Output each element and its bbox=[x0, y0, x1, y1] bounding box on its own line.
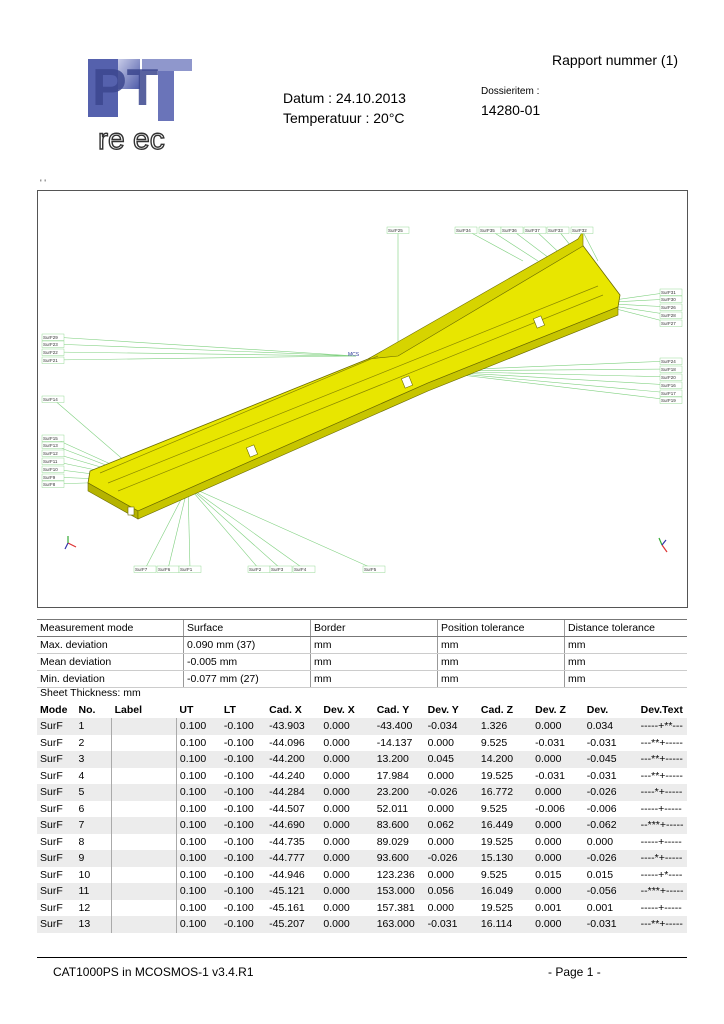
surface-label: SurF8 bbox=[43, 482, 56, 487]
measurement-cell: -0.100 bbox=[221, 883, 266, 900]
part-notch bbox=[128, 507, 134, 515]
measurement-cell: 0.100 bbox=[176, 916, 221, 933]
footer-page-number: - Page 1 - bbox=[548, 965, 601, 979]
measurement-row bbox=[37, 768, 687, 785]
measurement-cell: 0.001 bbox=[535, 901, 562, 914]
measurement-cell: 0.000 bbox=[532, 718, 584, 735]
measurement-cell: 0.000 bbox=[586, 835, 614, 848]
measurement-cell: 0.000 bbox=[323, 901, 350, 914]
measurement-cell: 0.000 bbox=[320, 751, 373, 768]
dossier-value: 14280-01 bbox=[481, 102, 541, 118]
measurement-header-cell: Cad. Z bbox=[480, 704, 514, 716]
measurement-cell: 0.000 bbox=[427, 901, 454, 914]
measurement-header-cell: Dev. Z bbox=[535, 704, 566, 716]
measurement-cell: SurF bbox=[40, 736, 63, 749]
surface-label: SurF20 bbox=[661, 375, 676, 380]
measurement-cell: 0.062 bbox=[425, 817, 478, 834]
surface-label: SurF2 bbox=[249, 567, 262, 572]
part-groove-1 bbox=[108, 286, 598, 483]
measurement-cell: 11 bbox=[76, 883, 112, 900]
date-temperature-block bbox=[283, 88, 406, 128]
measurement-cell: 0.100 bbox=[176, 834, 221, 851]
summary-cell: mm bbox=[311, 654, 438, 671]
measurement-cell: 19.525 bbox=[480, 901, 514, 914]
summary-header-row bbox=[37, 620, 687, 637]
summary-row bbox=[37, 654, 687, 671]
measurement-cell: --***+----- bbox=[638, 817, 687, 834]
measurement-cell: 14.200 bbox=[478, 751, 532, 768]
surface-label: SurF17 bbox=[661, 391, 676, 396]
summary-header: Position tolerance bbox=[438, 620, 565, 637]
measurement-cell bbox=[112, 718, 177, 735]
measurement-cell: 0.000 bbox=[320, 784, 373, 801]
measurement-header-cell: Label bbox=[114, 704, 143, 716]
measurement-cell: 0.000 bbox=[320, 817, 373, 834]
measurement-cell: 9.525 bbox=[480, 802, 508, 815]
measurement-cell: -0.100 bbox=[223, 868, 254, 881]
measurement-cell: 0.034 bbox=[584, 718, 638, 735]
measurement-row bbox=[37, 784, 687, 801]
summary-row bbox=[37, 637, 687, 654]
summary-cell: mm bbox=[565, 671, 688, 688]
summary-cell: mm bbox=[311, 671, 438, 688]
measurement-cell: 19.525 bbox=[480, 769, 514, 782]
measurement-cell: SurF bbox=[37, 718, 76, 735]
summary-header: Measurement mode bbox=[37, 620, 184, 637]
measurement-cell: 1.326 bbox=[478, 718, 532, 735]
measurement-cell: -----+----- bbox=[640, 802, 682, 815]
summary-cell: Min. deviation bbox=[37, 671, 184, 688]
measurement-cell: 15.130 bbox=[478, 850, 532, 867]
surface-label: SurF23 bbox=[43, 342, 58, 347]
measurement-cell: -0.026 bbox=[425, 850, 478, 867]
surface-label: SurF25 bbox=[388, 228, 403, 233]
measurement-header-cell: Cad. Y bbox=[376, 704, 410, 716]
measurement-cell: 0.001 bbox=[586, 901, 614, 914]
summary-cell: mm bbox=[438, 654, 565, 671]
measurement-cell: 12 bbox=[78, 901, 91, 914]
measurement-cell: 0.100 bbox=[176, 900, 221, 917]
measurement-header-cell: UT bbox=[179, 704, 194, 716]
measurement-cell: -0.026 bbox=[425, 784, 478, 801]
measurement-cell: 0.000 bbox=[532, 751, 584, 768]
measurement-cell: -44.690 bbox=[266, 817, 320, 834]
surface-label: SurF32 bbox=[572, 228, 587, 233]
measurement-cell: 0.045 bbox=[425, 751, 478, 768]
measurement-cell bbox=[112, 916, 177, 933]
measurement-cell: 4 bbox=[78, 769, 85, 782]
summary-row bbox=[37, 671, 687, 688]
dossier-label: Dossieritem : bbox=[481, 86, 540, 97]
measurement-cell: -44.946 bbox=[269, 868, 305, 881]
measurement-cell: 0.000 bbox=[532, 916, 584, 933]
surface-label: SurF12 bbox=[43, 451, 58, 456]
measurement-cell: SurF bbox=[37, 751, 76, 768]
measurement-cell: 52.011 bbox=[376, 802, 409, 815]
measurement-header-cell: Dev.Text bbox=[640, 704, 683, 716]
measurement-header-cell: Mode bbox=[40, 704, 68, 716]
measurement-cell bbox=[112, 834, 177, 851]
surface-label: SurF30 bbox=[661, 297, 676, 302]
measurement-cell: SurF bbox=[37, 817, 76, 834]
measurement-cell: 0.000 bbox=[323, 769, 350, 782]
measurement-cell: -0.026 bbox=[584, 784, 638, 801]
measurement-cell: -44.777 bbox=[266, 850, 320, 867]
measurement-header-cell: LT bbox=[223, 704, 236, 716]
measurement-cell: -44.507 bbox=[269, 802, 305, 815]
surface-label: SurF24 bbox=[661, 359, 676, 364]
measurement-cell: -0.031 bbox=[535, 769, 565, 782]
measurement-cell: 8 bbox=[78, 835, 85, 848]
surface-label: SurF33 bbox=[548, 228, 563, 233]
report-date: Datum : 24.10.2013 bbox=[283, 90, 406, 106]
measurement-cell: 0.000 bbox=[320, 850, 373, 867]
measurement-cell: 157.381 bbox=[376, 901, 415, 914]
summary-header: Distance tolerance bbox=[565, 620, 688, 637]
measurement-row bbox=[37, 850, 687, 867]
measurement-cell: 9 bbox=[76, 850, 112, 867]
surface-label: SurF9 bbox=[43, 475, 56, 480]
summary-header: Border bbox=[311, 620, 438, 637]
footer-divider bbox=[37, 957, 687, 958]
measurement-header-cell: Dev. Y bbox=[427, 704, 459, 716]
leader-line bbox=[188, 486, 259, 569]
summary-cell: mm bbox=[311, 637, 438, 654]
measurement-cell bbox=[112, 850, 177, 867]
surface-label: SurF11 bbox=[43, 459, 58, 464]
surface-label: SurF18 bbox=[661, 367, 676, 372]
measurement-cell: ---**+----- bbox=[640, 736, 683, 749]
measurement-cell: -----+*---- bbox=[640, 868, 683, 881]
measurement-cell: ---**+----- bbox=[638, 916, 687, 933]
surface-label: SurF21 bbox=[43, 358, 58, 363]
surface-label: SurF34 bbox=[456, 228, 471, 233]
measurement-cell: -0.062 bbox=[584, 817, 638, 834]
measurement-cell: ----*+----- bbox=[638, 850, 687, 867]
measurement-cell: 0.056 bbox=[425, 883, 478, 900]
measurement-cell: 0.100 bbox=[176, 784, 221, 801]
measurement-cell: 9.525 bbox=[480, 868, 508, 881]
measurement-cell: 5 bbox=[76, 784, 112, 801]
surface-label: SurF22 bbox=[43, 350, 58, 355]
measurement-cell: 0.100 bbox=[176, 768, 221, 785]
measurement-cell: ----*+----- bbox=[638, 784, 687, 801]
measurement-header-cell: Dev. X bbox=[323, 704, 355, 716]
measurement-cell: 13 bbox=[76, 916, 112, 933]
measurement-cell: -0.006 bbox=[586, 802, 617, 815]
measurement-cell: 0.015 bbox=[586, 868, 614, 881]
measurement-row bbox=[37, 867, 687, 884]
surface-label: SurF16 bbox=[661, 383, 676, 388]
measurement-cell: -44.200 bbox=[266, 751, 320, 768]
measurement-cell: -0.100 bbox=[223, 901, 254, 914]
footer-software: CAT1000PS in MCOSMOS-1 v3.4.R1 bbox=[53, 965, 254, 979]
measurement-cell: -0.031 bbox=[586, 736, 617, 749]
cad-drawing-svg bbox=[38, 191, 687, 607]
surface-label: SurF3 bbox=[271, 567, 284, 572]
part-body bbox=[88, 239, 620, 511]
measurement-cell: -0.100 bbox=[223, 802, 254, 815]
measurement-cell: 0.000 bbox=[323, 835, 350, 848]
leader-line bbox=[53, 337, 356, 356]
mcs-label: MCS bbox=[348, 352, 360, 358]
measurement-cell: SurF bbox=[40, 835, 63, 848]
measurement-cell: -0.031 bbox=[586, 769, 617, 782]
measurement-cell: -0.031 bbox=[425, 916, 478, 933]
measurement-cell: -44.096 bbox=[269, 736, 305, 749]
measurement-cell: 0.100 bbox=[176, 867, 221, 884]
axis-triad-left bbox=[65, 536, 76, 549]
measurement-cell: 9.525 bbox=[480, 736, 508, 749]
measurement-cell: 0.000 bbox=[427, 736, 454, 749]
measurement-cell: 0.000 bbox=[532, 784, 584, 801]
measurement-row bbox=[37, 883, 687, 900]
measurement-cell: -0.031 bbox=[535, 736, 565, 749]
measurement-cell: 0.100 bbox=[176, 751, 221, 768]
measurement-cell: -0.056 bbox=[584, 883, 638, 900]
measurement-cell: 89.029 bbox=[376, 835, 409, 848]
measurement-cell: 93.600 bbox=[374, 850, 425, 867]
measurement-cell: -0.100 bbox=[221, 784, 266, 801]
measurement-cell: 16.772 bbox=[478, 784, 532, 801]
measurement-cell bbox=[112, 900, 177, 917]
measurement-cell: 0.100 bbox=[176, 718, 221, 735]
measurement-header-cell: No. bbox=[78, 704, 96, 716]
measurement-cell: 0.000 bbox=[427, 835, 454, 848]
surface-label: SurF7 bbox=[135, 567, 148, 572]
measurement-cell: -0.045 bbox=[584, 751, 638, 768]
measurement-cell: ---**+----- bbox=[638, 751, 687, 768]
measurement-cell: 16.049 bbox=[478, 883, 532, 900]
measurement-cell: -0.100 bbox=[221, 817, 266, 834]
measurement-row bbox=[37, 751, 687, 768]
measurement-cell: 3 bbox=[76, 751, 112, 768]
part-groove-2 bbox=[118, 295, 603, 491]
part-side bbox=[138, 307, 618, 519]
measurement-cell: 0.000 bbox=[427, 868, 454, 881]
surface-label: SurF10 bbox=[43, 467, 58, 472]
surface-label: SurF28 bbox=[661, 313, 676, 318]
measurement-cell bbox=[112, 784, 177, 801]
measurement-cell: -----+----- bbox=[640, 901, 682, 914]
measurement-cell: -0.100 bbox=[223, 736, 254, 749]
measurement-cell: -0.026 bbox=[584, 850, 638, 867]
leader-line bbox=[188, 486, 304, 569]
measurement-cell: 0.100 bbox=[176, 817, 221, 834]
measurement-cell: 23.200 bbox=[374, 784, 425, 801]
measurement-cell: -0.006 bbox=[535, 802, 565, 815]
measurement-header-cell: Cad. X bbox=[269, 704, 302, 716]
measurement-cell: 0.000 bbox=[532, 850, 584, 867]
summary-cell: mm bbox=[438, 671, 565, 688]
measurement-cell bbox=[112, 768, 177, 785]
summary-cell: Mean deviation bbox=[37, 654, 184, 671]
measurement-cell bbox=[112, 751, 177, 768]
surface-label: SurF15 bbox=[43, 436, 58, 441]
sheet-thickness: Sheet Thickness: mm bbox=[40, 687, 141, 699]
measurement-cell: 6 bbox=[78, 802, 85, 815]
measurement-cell: 16.449 bbox=[478, 817, 532, 834]
summary-cell: -0.005 mm bbox=[184, 654, 311, 671]
measurement-table bbox=[37, 702, 687, 933]
measurement-cell bbox=[112, 883, 177, 900]
measurement-cell: -0.100 bbox=[223, 835, 254, 848]
measurement-cell: 0.000 bbox=[320, 718, 373, 735]
summary-cell: 0.090 mm (37) bbox=[184, 637, 311, 654]
measurement-cell: 83.600 bbox=[374, 817, 425, 834]
measurement-cell: -45.161 bbox=[269, 901, 305, 914]
measurement-cell: SurF bbox=[37, 850, 76, 867]
cad-drawing bbox=[37, 190, 688, 608]
summary-header: Surface bbox=[184, 620, 311, 637]
measurement-cell: SurF bbox=[40, 868, 63, 881]
leader-line bbox=[188, 486, 374, 569]
measurement-cell: SurF bbox=[37, 916, 76, 933]
measurement-cell: -44.735 bbox=[269, 835, 305, 848]
measurement-cell: -45.121 bbox=[266, 883, 320, 900]
leader-line bbox=[188, 486, 281, 569]
summary-cell: mm bbox=[565, 637, 688, 654]
measurement-cell: -0.100 bbox=[223, 769, 254, 782]
report-temperature: Temperatuur : 20°C bbox=[283, 110, 405, 126]
measurement-cell: -14.137 bbox=[376, 736, 413, 749]
measurement-cell: 0.000 bbox=[427, 802, 454, 815]
summary-cell: mm bbox=[438, 637, 565, 654]
measurement-cell: -0.100 bbox=[221, 718, 266, 735]
small-mark: ' ' bbox=[40, 178, 46, 188]
measurement-cell: SurF bbox=[40, 901, 63, 914]
surface-label: SurF29 bbox=[43, 335, 58, 340]
measurement-row bbox=[37, 916, 687, 933]
measurement-cell: 10 bbox=[78, 868, 91, 881]
surface-label: SurF13 bbox=[43, 443, 58, 448]
measurement-cell: SurF bbox=[40, 769, 63, 782]
measurement-cell: SurF bbox=[40, 802, 63, 815]
measurement-cell: -43.400 bbox=[374, 718, 425, 735]
measurement-header-cell: Dev. bbox=[586, 704, 609, 716]
logo-text-top: PT bbox=[92, 59, 159, 117]
measurement-cell: -44.240 bbox=[269, 769, 305, 782]
surface-label: SurF35 bbox=[480, 228, 495, 233]
measurement-row bbox=[37, 735, 687, 752]
measurement-cell: -44.284 bbox=[266, 784, 320, 801]
measurement-cell: 0.100 bbox=[176, 801, 221, 818]
measurement-cell: 2 bbox=[78, 736, 85, 749]
measurement-cell: 0.015 bbox=[535, 868, 562, 881]
measurement-cell: -0.100 bbox=[221, 850, 266, 867]
surface-label: SurF5 bbox=[364, 567, 377, 572]
measurement-cell: -0.100 bbox=[221, 751, 266, 768]
measurement-cell: 1 bbox=[76, 718, 112, 735]
measurement-cell bbox=[112, 817, 177, 834]
surface-label: SurF31 bbox=[661, 290, 676, 295]
surface-label: SurF19 bbox=[661, 398, 676, 403]
measurement-row bbox=[37, 801, 687, 818]
measurement-cell: ---**+----- bbox=[640, 769, 683, 782]
measurement-cell: 0.000 bbox=[323, 736, 350, 749]
leader-line bbox=[188, 486, 190, 569]
measurement-cell: 0.100 bbox=[176, 850, 221, 867]
measurement-cell: 0.100 bbox=[176, 735, 221, 752]
measurement-row bbox=[37, 817, 687, 834]
measurement-cell: 16.114 bbox=[478, 916, 532, 933]
summary-cell: mm bbox=[565, 654, 688, 671]
surface-label: SurF36 bbox=[502, 228, 517, 233]
measurement-cell: 7 bbox=[76, 817, 112, 834]
measurement-cell: 0.000 bbox=[323, 802, 350, 815]
measurement-cell: -0.031 bbox=[584, 916, 638, 933]
surface-label: SurF4 bbox=[294, 567, 307, 572]
measurement-cell: 0.000 bbox=[532, 817, 584, 834]
measurement-cell bbox=[112, 867, 177, 884]
measurement-cell: -45.207 bbox=[266, 916, 320, 933]
measurement-row bbox=[37, 718, 687, 735]
company-logo bbox=[86, 55, 204, 155]
measurement-cell: -0.034 bbox=[425, 718, 478, 735]
measurement-cell: -43.903 bbox=[266, 718, 320, 735]
measurement-cell: 0.000 bbox=[535, 835, 562, 848]
surface-label: SurF27 bbox=[661, 321, 676, 326]
measurement-cell: 13.200 bbox=[374, 751, 425, 768]
summary-cell: -0.077 mm (27) bbox=[184, 671, 311, 688]
measurement-cell: 153.000 bbox=[374, 883, 425, 900]
surface-label: SurF1 bbox=[180, 567, 193, 572]
leader-line bbox=[53, 356, 356, 360]
summary-cell: Max. deviation bbox=[37, 637, 184, 654]
measurement-cell: -----+**--- bbox=[638, 718, 687, 735]
measurement-cell: 0.000 bbox=[323, 868, 350, 881]
measurement-cell bbox=[112, 735, 177, 752]
measurement-cell: 0.000 bbox=[320, 916, 373, 933]
measurement-cell: 17.984 bbox=[376, 769, 409, 782]
axis-triad-right bbox=[659, 538, 667, 552]
leader-line bbox=[512, 230, 553, 261]
measurement-cell: -0.100 bbox=[221, 916, 266, 933]
surface-label: SurF14 bbox=[43, 397, 58, 402]
measurement-header-row bbox=[37, 702, 687, 718]
measurement-cell: 0.000 bbox=[427, 769, 454, 782]
measurement-cell: SurF bbox=[37, 883, 76, 900]
measurement-row bbox=[37, 900, 687, 917]
measurement-cell bbox=[112, 801, 177, 818]
surface-label: SurF26 bbox=[661, 305, 676, 310]
measurement-row bbox=[37, 834, 687, 851]
measurement-cell: 123.236 bbox=[376, 868, 415, 881]
measurement-cell: 0.100 bbox=[176, 883, 221, 900]
summary-table bbox=[37, 619, 687, 688]
surface-label: SurF6 bbox=[158, 567, 171, 572]
report-title: Rapport nummer (1) bbox=[552, 52, 679, 68]
measurement-cell: --***+----- bbox=[638, 883, 687, 900]
measurement-cell: 0.000 bbox=[532, 883, 584, 900]
measurement-cell: 163.000 bbox=[374, 916, 425, 933]
measurement-cell: SurF bbox=[37, 784, 76, 801]
measurement-cell: 19.525 bbox=[480, 835, 514, 848]
measurement-cell: 0.000 bbox=[320, 883, 373, 900]
logo-text-bottom: re ec bbox=[98, 123, 165, 155]
surface-label: SurF37 bbox=[525, 228, 540, 233]
measurement-cell: -----+----- bbox=[640, 835, 682, 848]
